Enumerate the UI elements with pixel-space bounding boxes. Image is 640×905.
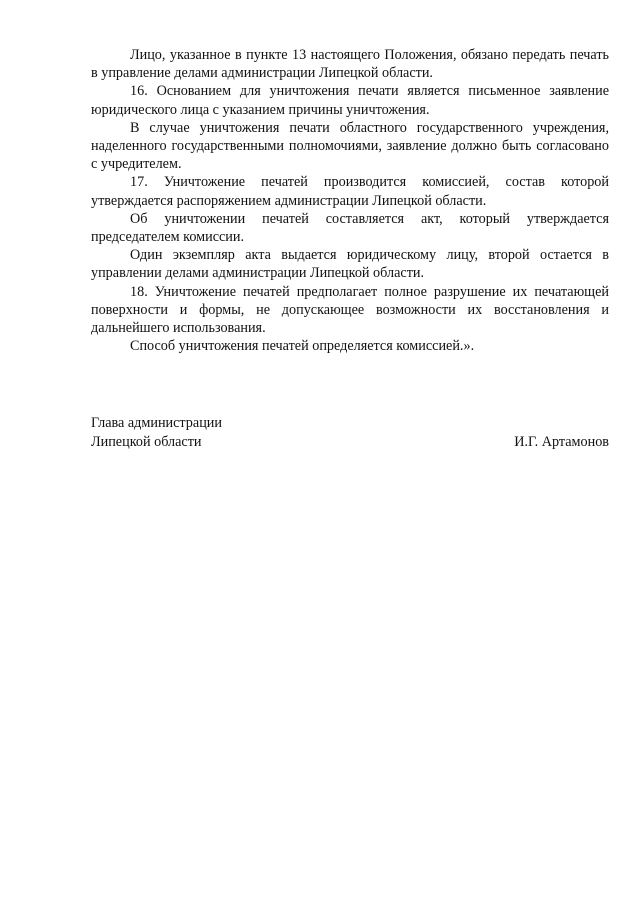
paragraph-5: Об уничтожении печатей составляется акт, который утверждается председателем комиссии. (91, 210, 609, 246)
signature-block (91, 414, 609, 451)
paragraph-1: Лицо, указанное в пункте 13 настоящего Положения, обязано передать печать в управление делами администрации Липецкой области. (91, 47, 609, 82)
paragraph-6: Один экземпляр акта выдается юридическому лицу, второй остается в управлении делами администрации Липецкой области. (91, 247, 609, 282)
signatory-name: И.Г. Артамонов (514, 433, 609, 450)
signature-line (91, 433, 609, 452)
paragraph-4: 17. Уничтожение печатей производится комиссией, состав которой утверждается распоряжением администрации Липецкой области. (91, 174, 609, 209)
paragraph-8: Способ уничтожения печатей определяется комиссией.». (130, 338, 475, 355)
signatory-position-line2: Липецкой области (91, 433, 202, 450)
paragraph-7: 18. Уничтожение печатей предполагает полное разрушение их печатающей поверхности и формы, не допускающее возможности их восстановления и дальнейшего использования. (91, 283, 609, 337)
document-body (91, 46, 609, 355)
paragraph-3: В случае уничтожения печати областного государственного учреждения, наделенного государственными полномочиями, заявление должно быть согласовано с учредителем. (91, 119, 609, 173)
signatory-position-line1: Глава администрации (91, 415, 222, 431)
paragraph-2: 16. Основанием для уничтожения печати является письменное заявление юридического лица с указанием причины уничтожения. (91, 83, 609, 118)
